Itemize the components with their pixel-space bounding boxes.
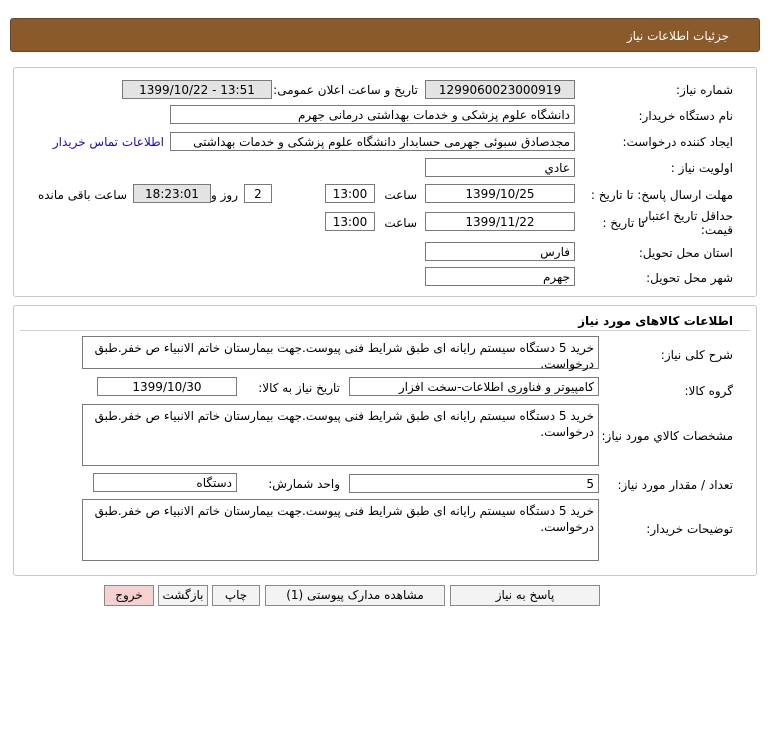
qty-label: تعداد / مقدار مورد نیاز: — [617, 478, 733, 492]
print-button[interactable]: چاپ — [212, 585, 260, 606]
specs-label: مشخصات کالاي مورد نیاز: — [601, 429, 733, 443]
need-info-panel — [13, 67, 757, 297]
need-number-field: 1299060023000919 — [425, 80, 575, 99]
buyer-notes-label: توضیحات خریدار: — [646, 522, 733, 536]
validity-date-field: 1399/11/22 — [425, 212, 575, 231]
validity-time-label: ساعت — [384, 216, 417, 230]
priority-label: اولویت نیاز : — [670, 161, 733, 175]
buyer-org-field: دانشگاه علوم پزشکی و خدمات بهداشتی درمانی جهرم — [170, 105, 575, 124]
deadline-label: مهلت ارسال پاسخ: تا تاریخ : — [590, 188, 733, 202]
deadline-time-field: 13:00 — [325, 184, 375, 203]
days-label: روز و — [211, 188, 238, 202]
deadline-date-field: 1399/10/25 — [425, 184, 575, 203]
contact-buyer-link[interactable]: اطلاعات تماس خریدار — [52, 135, 164, 149]
section-divider — [20, 330, 750, 331]
qty-field: 5 — [349, 474, 599, 493]
buyer-org-label: نام دستگاه خریدار: — [638, 109, 733, 123]
remaining-label: ساعت باقی مانده — [37, 188, 127, 202]
priority-field: عادي — [425, 158, 575, 177]
back-button[interactable]: بازگشت — [158, 585, 208, 606]
days-field: 2 — [244, 184, 272, 203]
validity-time-field: 13:00 — [325, 212, 375, 231]
view-attachments-button[interactable]: مشاهده مدارک پیوستی (1) — [265, 585, 445, 606]
goods-section-title: اطلاعات کالاهای مورد نیاز — [578, 314, 733, 328]
announce-field: 1399/10/22 - 13:51 — [122, 80, 272, 99]
buyer-notes-field: خرید 5 دستگاه سیستم رایانه ای طبق شرایط فنی پیوست.جهت بیمارستان خاتم الانبیاء ص خفر.طبق درخواست. — [82, 499, 599, 561]
creator-label: ایجاد کننده درخواست: — [622, 135, 733, 149]
reply-button[interactable]: پاسخ به نیاز — [450, 585, 600, 606]
validity-to-label: تا تاریخ : — [602, 216, 645, 230]
province-field: فارس — [425, 242, 575, 261]
page-title: جزئیات اطلاعات نیاز — [626, 29, 729, 43]
province-label: استان محل تحویل: — [638, 246, 733, 260]
need-date-label: تاریخ نیاز به کالا: — [258, 381, 340, 395]
need-number-label: شماره نیاز: — [676, 83, 733, 97]
creator-field: مجدصادق سبوئی جهرمی حسابدار دانشگاه علوم پزشکی و خدمات بهداشتی — [170, 132, 575, 151]
city-label: شهر محل تحویل: — [646, 271, 733, 285]
group-label: گروه کالا: — [684, 384, 733, 398]
validity-label: حداقل تاریخ اعتبار قیمت: — [642, 209, 733, 237]
group-field: کامپیوتر و فناوری اطلاعات-سخت افزار — [349, 377, 599, 396]
specs-field: خرید 5 دستگاه سیستم رایانه ای طبق شرایط فنی پیوست.جهت بیمارستان خاتم الانبیاء ص خفر.طبق درخواست. — [82, 404, 599, 466]
announce-label: تاریخ و ساعت اعلان عمومی: — [273, 83, 418, 97]
unit-field: دستگاه — [93, 473, 237, 492]
need-date-field: 1399/10/30 — [97, 377, 237, 396]
exit-button[interactable]: خروج — [104, 585, 154, 606]
summary-label: شرح کلی نیاز: — [660, 348, 733, 362]
unit-label: واحد شمارش: — [268, 477, 340, 491]
city-field: جهرم — [425, 267, 575, 286]
page-header — [10, 18, 760, 52]
remaining-time-field: 18:23:01 — [133, 184, 211, 203]
deadline-time-label: ساعت — [384, 188, 417, 202]
summary-field: خرید 5 دستگاه سیستم رایانه ای طبق شرایط فنی پیوست.جهت بیمارستان خاتم الانبیاء ص خفر.طبق درخواست. — [82, 336, 599, 369]
